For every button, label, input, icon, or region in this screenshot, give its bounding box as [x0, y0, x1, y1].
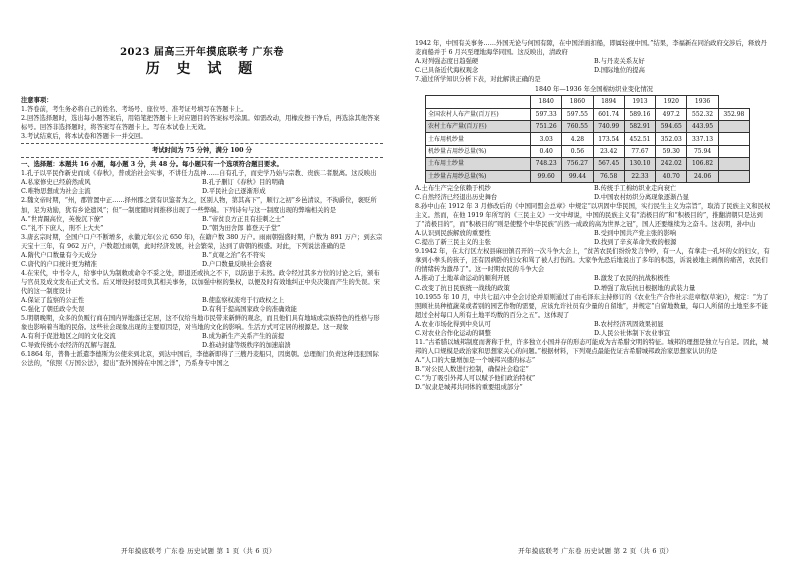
table-row-label: 机纱量占用纱总量(%) — [426, 145, 531, 157]
option: C.“为了吸引外邦人可以赋予他们政治特权” — [415, 375, 536, 382]
option: D.平民社会已逐渐形成 — [202, 188, 266, 196]
question-7-options — [415, 184, 773, 202]
table-header-cell — [426, 96, 531, 108]
table-cell: 597.33 — [531, 108, 562, 120]
table-cell: 0.40 — [531, 145, 562, 157]
table-header-cell: 1840 — [531, 96, 562, 108]
table-cell: 601.74 — [593, 108, 624, 120]
option: A.对列强态度日趋强硬 — [415, 58, 479, 66]
question-9: 9.1942 年，在太行区左权县麻田镇召开的一次斗争大会上，“贫苦农民们纷纷发言争吵，有一人，有拿走一孔坏的女的妇女，有拿到小拳头的孩子，还有因病卧的妇女和骂了被人打伤的。大家争先恐后地说出了多年的积怨，诉说被地主剥削的痛苦，农民们的情绪转为激昂了”。这一时期农民的斗争大会 — [415, 248, 770, 274]
time-score: 考试时间为 75 分钟，满分 100 分 — [152, 147, 252, 155]
question-4-options — [21, 296, 383, 314]
data-table — [425, 95, 750, 183]
option: C.导致传统小农经济的瓦解与混乱 — [21, 342, 116, 350]
table-header-cell: 1920 — [656, 96, 687, 108]
table-cell: 751.26 — [531, 121, 562, 133]
table-cell — [718, 145, 749, 157]
table-cell: 594.65 — [656, 121, 687, 133]
table-row-label: 全国农村人布产量(百万匹) — [426, 108, 531, 120]
table-row-label: 土纱量占用纱总量(%) — [426, 170, 531, 182]
table-cell: 173.54 — [593, 133, 624, 145]
page-footer: 开年摸底联考 广东卷 历史试题 第 2 页（共 6 页） — [518, 546, 673, 555]
table-title: 1840 年—1936 年全国棉纺织业变化情况 — [535, 86, 653, 94]
table-cell — [718, 133, 749, 145]
table-cell: 76.58 — [593, 170, 624, 182]
table-cell: 77.67 — [624, 145, 655, 157]
table-cell: 582.91 — [624, 121, 655, 133]
option: A.隋代户口数量有今天成分 — [21, 251, 97, 259]
table-cell: 3.03 — [531, 133, 562, 145]
question-8-options — [415, 229, 773, 247]
option: D.“朝为田舍郎 暮登天子堂” — [202, 224, 281, 232]
table-header-cell: 1936 — [687, 96, 718, 108]
question-11: 11.“古希腊以城邦制度而著称于世，许多独立小国并存的形态可能成为古希腊文明的特征。城邦的理想是独立与自足。因此，城邦的人口规模是政治家和思想家关心的问题。”根据材料，下列观点最能佐证古希腊城邦政治家思想家认识的是 — [415, 338, 769, 355]
table-header-row — [426, 96, 750, 108]
option: C.提出了新三民主义的主张 — [415, 239, 491, 247]
question-6-options — [415, 57, 773, 75]
table-cell: 99.60 — [531, 170, 562, 182]
table-cell: 352.03 — [656, 133, 687, 145]
table-cell: 337.13 — [687, 133, 718, 145]
question-10-options — [415, 320, 773, 338]
option: A.保证了监察的公正性 — [21, 296, 85, 304]
option: B.使监察权流弯于行政权之上 — [202, 296, 285, 304]
table-cell: 567.45 — [593, 158, 624, 170]
option: B.与丹麦关系友好 — [594, 58, 645, 66]
question-5: 5.明朝晚期，众多的负贩行商在国内异地落迁定居，这不仅给当地市民带来新鲜的观念，而且他们具有地域或宗族特色的性格与形象也影响着当地的民俗。这些社会现象出现的主要原因是，对当地的文化的影响。生活方式可定居的根源是。这一现象 — [21, 315, 380, 332]
option: D.户口数量反映社会盛衰 — [202, 260, 272, 268]
option: B.传统手工棉纺织业走向衰亡 — [594, 185, 677, 193]
option: B.农村经济巩固效果初显 — [594, 320, 664, 328]
option: A.推动了土地革命运动的顺利开展 — [415, 275, 510, 283]
exam-title: 2023 届高三开年摸底联考 广东卷 — [120, 47, 284, 58]
notice-title: 注意事项： — [21, 97, 53, 104]
table-header-cell: 1860 — [562, 96, 593, 108]
option: A.有利于促进地区之间的文化交流 — [21, 333, 116, 341]
table-cell: 756.27 — [562, 158, 593, 170]
option: C.唯物思想成为社会主流 — [21, 188, 91, 196]
table-cell: 443.95 — [687, 121, 718, 133]
option: D.“奴隶是城邦共同体的重要组成部分” — [415, 384, 523, 392]
notice-item-1: 1.答卷前，考生务必将自己的姓名、考场号、座位号、准考证号填写在答题卡上。 — [21, 106, 248, 114]
table-cell: 4.28 — [562, 133, 593, 145]
table-cell: 130.10 — [624, 158, 655, 170]
page-footer: 开年摸底联考 广东卷 历史试题 第 1 页（共 6 页） — [121, 546, 276, 555]
option: A.土布生产完全依赖于机纱 — [415, 185, 491, 193]
table-row — [426, 121, 750, 133]
table-cell: 740.99 — [593, 121, 624, 133]
option: D.增强了敌后抗日根据地的武装力量 — [594, 284, 696, 292]
table-cell: 748.23 — [531, 158, 562, 170]
question-9-options — [415, 274, 773, 292]
table-cell: 760.55 — [562, 121, 593, 133]
table-cell: 597.55 — [562, 108, 593, 120]
option: B.“对公民人数进行控制，确保社会稳定” — [415, 365, 529, 373]
table-row — [426, 170, 750, 182]
table-cell: 0.56 — [562, 145, 593, 157]
option: D.中国农村纺织分离现象逐渐凸显 — [594, 194, 689, 202]
table-cell: 40.70 — [656, 170, 687, 182]
question-6: 6.1864 年，普鲁士派遣李德斯为公使来到北京，到达中国后，李德新即得了三艘丹麦船只，因奥朝。总理衙门负责这种违犯国际公法的，“依照《万国公法》，提出“查外国持在中国之洋”，乃系身专中国之 — [21, 351, 379, 368]
option: B.“贞观之治”名不符实 — [202, 251, 266, 259]
page-1-content — [21, 46, 383, 368]
table-cell: 99.44 — [562, 170, 593, 182]
page-2-content — [415, 39, 773, 392]
option: D.有利于提高国家政令的准确效能 — [202, 306, 297, 314]
table-row-label: 土布用机纱量 — [426, 133, 531, 145]
option: B.成为新生产关系产生的前提 — [202, 333, 285, 341]
table-cell: 22.33 — [624, 170, 655, 182]
option: A.农业市场化得到中央认可 — [415, 320, 491, 328]
question-2: 2.魏文帝时期，“州，郡管置中正……择州郡之贤有识鉴者为之，区别人物，第其高下”，顺行之初“乡邑清议，不拘爵位，褒贬所加，足为劝励，犹有乡论遗风”；但“一制度随时间推移出现了一些弊端。下列诗句与这一制度出现的弊端相关的是 — [21, 197, 377, 214]
table-cell — [718, 170, 749, 182]
table-header-cell: 1894 — [593, 96, 624, 108]
table-cell: 452.51 — [624, 133, 655, 145]
question-1: 1.孔子以平民作新史而成《春秋》，普或治社会实事，不讲任力乱神……自有孔子，而史学乃始与宗教、贵族二者脱离。这反映出 — [21, 170, 377, 178]
table-cell: 589.16 — [624, 108, 655, 120]
table-row — [426, 158, 750, 170]
table-cell: 106.82 — [687, 158, 718, 170]
option: B.孔子删订《春秋》目的明确 — [202, 179, 285, 187]
table-cell — [718, 158, 749, 170]
option: C.对农业合作化运动的调整 — [415, 329, 491, 337]
table-cell: 242.02 — [656, 158, 687, 170]
divider — [21, 143, 383, 144]
option: C.自然经济已经退出历史舞台 — [415, 194, 498, 202]
table-cell: 497.2 — [656, 108, 687, 120]
question-8: 8.孙中山在 1912 年 3 月修改后的《中国同盟会总章》中规定“以巩固中华民国，实行民生主义为宗旨”，取消了民族主义和民权主义。然而，在他 1919 年所写的《三民主义》一文中却说，中国的民族主义有“消极目的”和“积极目的”，推翻清朝只是达到了“消极目的”，而“积极目的”则是使整个中华民族“岿然一成政的高为世界之冠”，国人还要继续为之奋斗。这表明，孙中山 — [415, 203, 771, 229]
option: B.激发了农民的抗战积极性 — [594, 275, 670, 283]
divider — [21, 157, 383, 158]
option: C.强化了朝廷政令失误 — [21, 306, 85, 314]
table-cell: 23.42 — [593, 145, 624, 157]
table-row — [426, 108, 750, 120]
table-cell: 59.30 — [656, 145, 687, 157]
question-1-options — [21, 178, 383, 196]
table-row — [426, 145, 750, 157]
option: D.国际地位的提高 — [594, 67, 645, 75]
table-cell: 552.32 — [687, 108, 718, 120]
question-7: 7.通过所学知识分析下表，对此解读正确的是 — [415, 76, 541, 84]
table-row-label: 农村土布产量(百万匹) — [426, 121, 531, 133]
option: B.“帝贫良方正且有挂刺之士” — [202, 215, 285, 223]
option: C.已具备近代海权观念 — [415, 67, 479, 75]
question-3-options — [21, 251, 383, 269]
question-6-continued: 1942 年，中国有关事务……外国无论与何国有隙，在中国洋面扣船，即属轻视中国。”结果，李福新在同治政府交涉后，释放丹麦商船并于 6 月兴至理地海华同国。这反映出，清政府 — [415, 40, 767, 57]
question-10: 10.1955 年 10 月，中共七届六中全会讨论并原则通过了由毛泽东主持修订的《农业生产合作社示范章程(草案)》，规定：“为了照顾社员种植蔬菜或者别的园艺作物的需要，应该允许社员有少量的自留地”，并规定“自留地数量，每口人所留的土地至多不能超过全村每口人所有土地平均数的百分之五”。这体现了 — [415, 293, 769, 319]
option: A.私家修史已经蔚然成风 — [21, 179, 91, 187]
notice-item-2: 2.回答选择题时，选出每小题答案后，用铅笔把答题卡上对应题目的答案标号涂黑。如需改动，用橡皮擦干净后，再选涂其他答案标号。回答非选择题时，将答案写在答题卡上。写在本试卷上无效。 — [21, 115, 380, 132]
option: D.人民公社体制下农业事宜 — [594, 329, 671, 337]
page-2 — [397, 0, 794, 562]
option: D.找到了辛亥革命失败的根源 — [594, 239, 677, 247]
table-cell — [718, 121, 749, 133]
table-cell: 75.94 — [687, 145, 718, 157]
notice-item-3: 3.考试结束后，将本试卷和答题卡一并交回。 — [21, 133, 147, 141]
question-4: 4.在宋代，中书令人，给事中认为制敕或命令不妥之处，即退还或执之不下，以防患于未然。政令经过其多方位的讨论之后，颁布与官员及成文发布正式文书。后又增设封驳司负其相关事务，以加强中枢的集权，以便及时有效地纠正中央决策而产生的失误。宋代的这一制度设计 — [21, 269, 380, 295]
option: B.受到中国共产党主张的影响 — [594, 230, 677, 238]
table-cell: 24.06 — [687, 170, 718, 182]
option: C.唐代的户口统计更为精准 — [21, 260, 97, 268]
table-header-cell: 1913 — [624, 96, 655, 108]
option: C.改变了抗日民族统一战线的政策 — [415, 284, 510, 292]
question-2-options — [21, 215, 383, 233]
option: A.“人口的大量增加是一个城邦兴盛的标志” — [415, 356, 536, 364]
table-row-label: 土布用土纱量 — [426, 158, 531, 170]
question-5-options — [21, 332, 383, 350]
option: A.“世胄蹑高位，英俊沉下僚” — [21, 215, 104, 223]
table-row — [426, 133, 750, 145]
section-1-title: 一、选择题：本题共 16 小题，每小题 3 分，共 48 分。每小题只有一个选项符合题目要求。 — [21, 161, 283, 169]
question-3: 3.唐玄宗时期，全国户口户不断增多，永徽元年(公元 650 年)，在籍户数 380 万户。雨雨朝强盛时期，户数为 891 万户；到玄宗天宝十三年，有 962 万户，户数超过雨朝，此时经济发展，社会繁荣，达到了唐朝的极盛。对此，下列说法准确的是 — [21, 233, 383, 250]
table-cell: 352.98 — [718, 108, 749, 120]
option: D.推动封建等级秩序的加速崩溃 — [202, 342, 291, 350]
option: A.认识到民族解放的重要性 — [415, 230, 491, 238]
subject-title: 历 史 试 题 — [145, 61, 259, 77]
option: C.“礼不下庶人，刑不上大夫” — [21, 224, 104, 232]
